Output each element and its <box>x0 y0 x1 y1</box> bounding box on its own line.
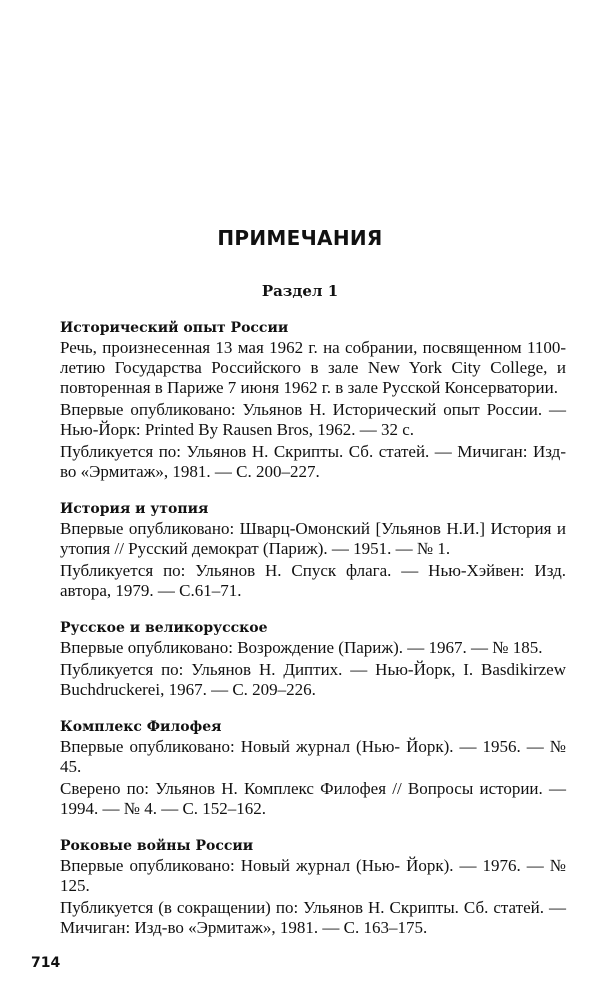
note-item <box>60 717 566 819</box>
note-paragraph: Впервые опубликовано: Ульянов Н. Исторический опыт России. — Нью-Йорк: Printed By Rausen Bros, 1962. — 32 с. <box>60 400 566 439</box>
note-item <box>60 318 566 482</box>
note-title: Роковые войны России <box>60 838 254 854</box>
note-item <box>60 499 566 601</box>
note-title: История и утопия <box>60 501 209 517</box>
note-title: Русское и великорусское <box>60 620 268 636</box>
note-paragraph: Сверено по: Ульянов Н. Комплекс Филофея // Вопросы истории. — 1994. — № 4. — С. 152–162. <box>60 779 566 818</box>
section-heading: Раздел 1 <box>261 282 339 300</box>
page-title: ПРИМЕЧАНИЯ <box>217 226 383 250</box>
note-paragraph: Впервые опубликовано: Возрождение (Париж). — 1967. — № 185. <box>60 638 543 657</box>
note-paragraph: Публикуется (в сокращении) по: Ульянов Н. Скрипты. Сб. статей. — Мичиган: Изд-во «Эрмитаж», 1981. — С. 163–175. <box>60 898 566 937</box>
notes-list <box>60 318 566 955</box>
note-paragraph: Публикуется по: Ульянов Н. Диптих. — Нью-Йорк, I. Basdikirzew Buchdruckerei, 1967. — С. 209–226. <box>60 660 566 699</box>
note-paragraph: Впервые опубликовано: Шварц-Омонский [Ульянов Н.И.] История и утопия // Русский демократ (Париж). — 1951. — № 1. <box>60 519 566 558</box>
note-item <box>60 618 566 700</box>
note-title: Исторический опыт России <box>60 320 289 336</box>
note-paragraph: Речь, произнесенная 13 мая 1962 г. на собрании, посвященном 1100-летию Государства Российского в зале New York City College, и повторенная в Париже 7 июня 1962 г. в зале Русской Консерватории. <box>60 338 566 397</box>
note-paragraph: Впервые опубликовано: Новый журнал (Нью- Йорк). — 1956. — № 45. <box>60 737 566 776</box>
note-paragraph: Впервые опубликовано: Новый журнал (Нью- Йорк). — 1976. — № 125. <box>60 856 566 895</box>
page-number: 714 <box>31 955 61 971</box>
note-title: Комплекс Филофея <box>60 719 222 735</box>
note-paragraph: Публикуется по: Ульянов Н. Спуск флага. — Нью-Хэйвен: Изд. автора, 1979. — С.61–71. <box>60 561 566 600</box>
note-paragraph: Публикуется по: Ульянов Н. Скрипты. Сб. статей. — Мичиган: Изд-во «Эрмитаж», 1981. — С. 200–227. <box>60 442 566 481</box>
note-item <box>60 836 566 938</box>
